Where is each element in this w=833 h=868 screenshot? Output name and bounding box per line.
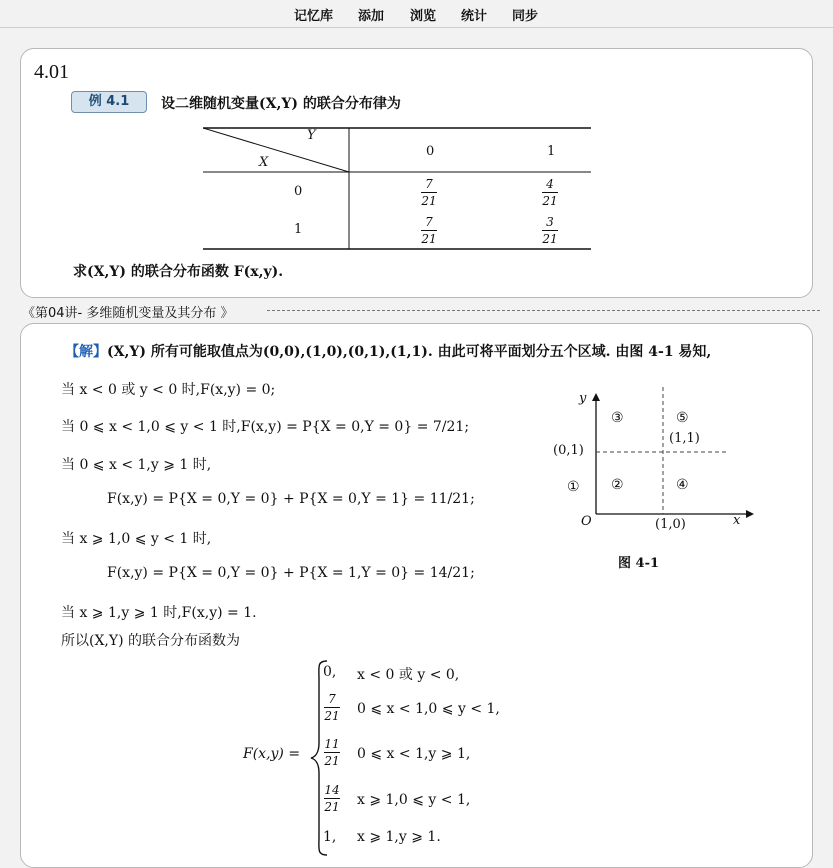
case-3-condition: x ⩾ 1,0 ⩽ y < 1, xyxy=(357,792,471,808)
row-header-1: 1 xyxy=(294,222,303,237)
case-2-num: 11 xyxy=(324,737,340,751)
col-header-0: 0 xyxy=(426,144,435,159)
figure-point-0-1: (0,1) xyxy=(553,443,584,458)
row-header-0: 0 xyxy=(294,184,303,199)
solution-line-4: F(x,y) = P{X = 0,Y = 0} + P{X = 0,Y = 1} = 11/21; xyxy=(107,491,475,507)
case-1-num: 7 xyxy=(328,692,336,706)
case-1-den: 21 xyxy=(324,709,340,723)
question-card xyxy=(20,48,813,298)
case-4-condition: x ⩾ 1,y ⩾ 1. xyxy=(357,829,441,845)
solution-line-6: F(x,y) = P{X = 0,Y = 0} + P{X = 1,Y = 0} = 14/21; xyxy=(107,565,475,581)
case-1-value xyxy=(324,692,340,723)
case-4-value: 1, xyxy=(323,829,337,845)
solution-line-7: 当 x ⩾ 1,y ⩾ 1 时,F(x,y) = 1. xyxy=(61,605,257,621)
answer-card xyxy=(20,323,813,868)
region-2-label: ② xyxy=(611,477,624,493)
cell-1-0 xyxy=(421,215,437,246)
deck-title[interactable]: 《第04讲- 多维随机变量及其分布 》 xyxy=(22,306,234,321)
case-3-den: 21 xyxy=(324,800,340,814)
question-text: 设二维随机变量(X,Y) 的联合分布律为 xyxy=(161,96,401,112)
case-0-condition: x < 0 或 y < 0, xyxy=(357,667,460,683)
cell-0-0 xyxy=(421,177,437,208)
divider-line xyxy=(267,310,820,311)
solution-intro xyxy=(65,341,711,361)
nav-item-collection[interactable]: 记忆库 xyxy=(294,9,334,24)
case-2-value xyxy=(324,737,340,768)
region-1-label: ① xyxy=(567,479,580,495)
cell-0-1-den: 21 xyxy=(542,194,558,208)
solution-line-5: 当 x ⩾ 1,0 ⩽ y < 1 时, xyxy=(61,531,212,547)
figure-caption: 图 4-1 xyxy=(618,556,660,571)
figure-point-1-0: (1,0) xyxy=(655,517,686,532)
cell-1-1 xyxy=(542,215,558,246)
figure-origin-label: O xyxy=(581,514,592,529)
cell-0-0-den: 21 xyxy=(421,194,437,208)
cell-1-1-num: 3 xyxy=(546,215,554,229)
solution-line-3: 当 0 ⩽ x < 1,y ⩾ 1 时, xyxy=(61,457,212,473)
table-y-label: Y xyxy=(307,128,316,143)
case-2-condition: 0 ⩽ x < 1,y ⩾ 1, xyxy=(357,746,471,762)
top-nav-bar xyxy=(0,0,833,28)
nav-item-stats[interactable]: 统计 xyxy=(461,9,488,24)
solution-intro-text: (X,Y) 所有可能取值点为(0,0),(1,0),(0,1),(1,1). 由此可将平面划分五个区域. 由图 4-1 易知, xyxy=(107,344,712,360)
region-4-label: ④ xyxy=(676,477,689,493)
deck-divider xyxy=(22,302,822,321)
nav-item-add[interactable]: 添加 xyxy=(358,9,385,24)
nav-menu xyxy=(0,0,833,27)
cell-0-1 xyxy=(542,177,558,208)
case-3-value xyxy=(324,783,340,814)
case-0-value: 0, xyxy=(323,664,337,680)
cell-1-1-den: 21 xyxy=(542,232,558,246)
distribution-table xyxy=(203,127,593,251)
card-number: 4.01 xyxy=(34,61,69,83)
solution-tag: 【解】 xyxy=(65,344,107,360)
case-3-num: 14 xyxy=(324,783,340,797)
table-lines xyxy=(203,127,593,251)
figure-point-1-1: (1,1) xyxy=(669,431,700,446)
nav-item-sync[interactable]: 同步 xyxy=(512,9,539,24)
case-2-den: 21 xyxy=(324,754,340,768)
solution-line-8: 所以(X,Y) 的联合分布函数为 xyxy=(61,633,241,649)
figure-x-axis-label: x xyxy=(733,513,741,528)
solution-line-2: 当 0 ⩽ x < 1,0 ⩽ y < 1 时,F(x,y) = P{X = 0,Y = 0} = 7/21; xyxy=(61,419,470,435)
example-badge: 例 4.1 xyxy=(71,91,147,113)
figure-y-axis-label: y xyxy=(579,391,587,406)
region-5-label: ⑤ xyxy=(676,410,689,426)
question-ask: 求(X,Y) 的联合分布函数 F(x,y). xyxy=(73,264,284,280)
solution-line-1: 当 x < 0 或 y < 0 时,F(x,y) = 0; xyxy=(61,382,276,398)
cell-0-1-num: 4 xyxy=(546,177,554,191)
region-3-label: ③ xyxy=(611,410,624,426)
case-1-condition: 0 ⩽ x < 1,0 ⩽ y < 1, xyxy=(357,701,500,717)
table-x-label: X xyxy=(259,155,269,170)
cell-1-0-den: 21 xyxy=(421,232,437,246)
piecewise-lhs: F(x,y) = xyxy=(243,746,301,762)
col-header-1: 1 xyxy=(547,144,556,159)
cell-1-0-num: 7 xyxy=(425,215,433,229)
cell-0-0-num: 7 xyxy=(425,177,433,191)
nav-item-browse[interactable]: 浏览 xyxy=(410,9,437,24)
